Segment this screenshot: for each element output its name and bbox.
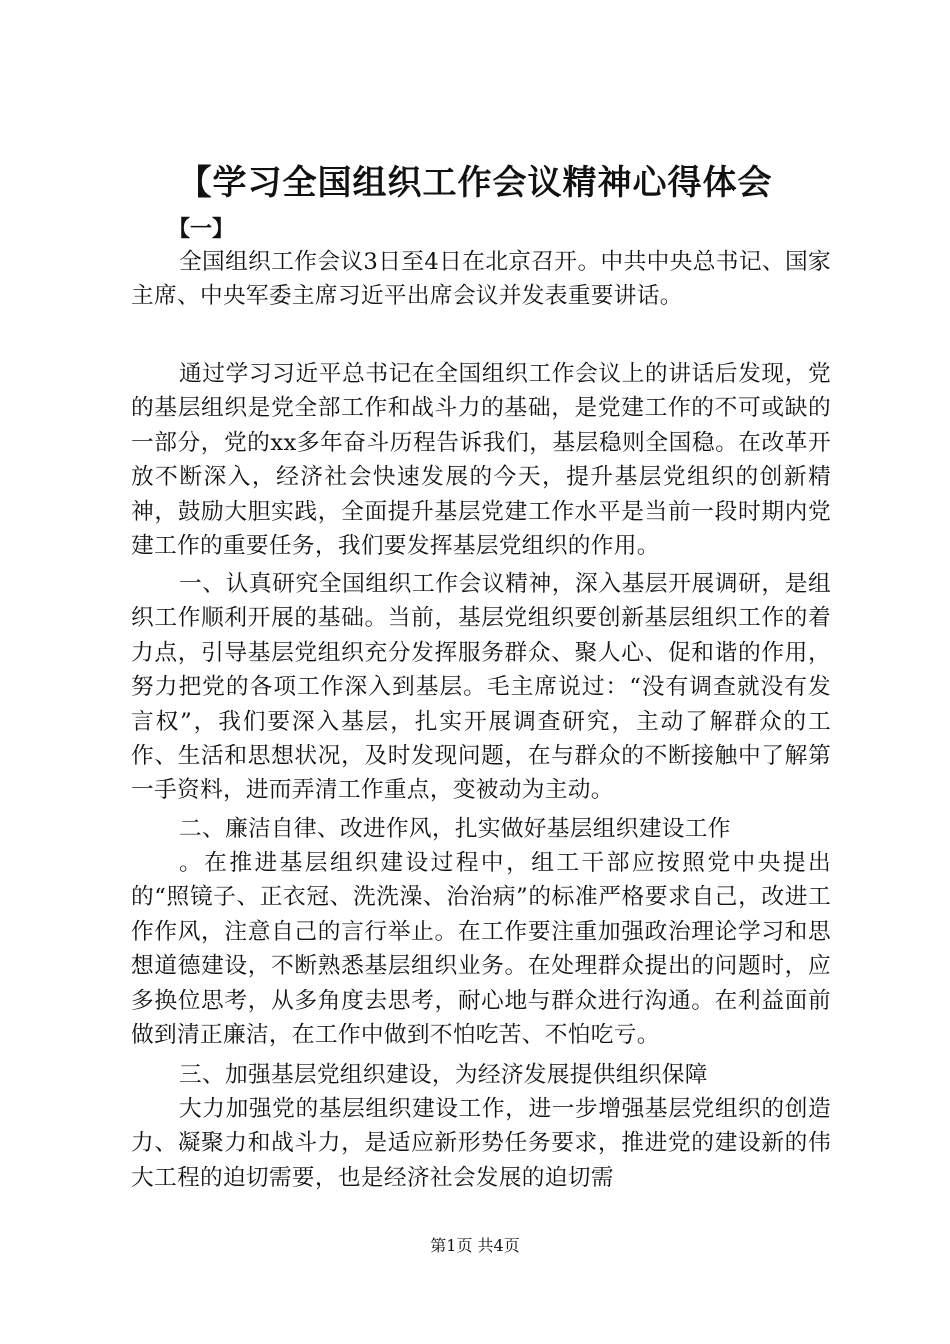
section-heading-2: 二、廉洁自律、改进作风，扎实做好基层组织建设工作 — [179, 816, 731, 842]
paragraph-2: 通过学习习近平总书记在全国组织工作会议上的讲话后发现，党的基层组织是党全部工作和战斗力的基础，是党建工作的不可或缺的一部分，党的xx多年奋斗历程告诉我们，基层稳则全国稳。在改革开放不断深入，经济社会快速发展的今天，提升基层党组织的创新精神，鼓励大胆实践，全面提升基层党建工作水平是当前一段时期内党建工作的重要任务，我们要发挥基层党组织的作用。 — [131, 361, 831, 560]
section-heading-3: 三、加强基层党组织建设，为经济发展提供组织保障 — [179, 1062, 708, 1088]
paragraph-3: 一、认真研究全国组织工作会议精神，深入基层开展调研，是组织工作顺利开展的基础。当前，基层党组织要创新基层组织工作的着力点，引导基层党组织充分发挥服务群众、聚人心、促和谐的作用，努力把党的各项工作深入到基层。毛主席说过：“没有调查就没有发言权”，我们要深入基层，扎实开展调查研究，主动了解群众的工作、生活和思想状况，及时发现问题，在与群众的不断接触中了解第一手资料，进而弄清工作重点，变被动为主动。 — [131, 571, 831, 804]
paragraph-4: 。在推进基层组织建设过程中，组工干部应按照党中央提出的“照镜子、正衣冠、洗洗澡、治治病”的标准严格要求自己，改进工作作风，注意自己的言行举止。在工作要注重加强政治理论学习和思想道德建设，不断熟悉基层组织业务。在处理群众提出的问题时，应多换位思考，从多角度去思考，耐心地与群众进行沟通。在利益面前做到清正廉洁，在工作中做到不怕吃苦、不怕吃亏。 — [131, 850, 831, 1049]
page-footer: 第1页 共4页 — [430, 1236, 520, 1255]
page-title: 【学习全国组织工作会议精神心得体会 — [177, 163, 773, 203]
paragraph-1: 全国组织工作会议3日至4日在北京召开。中共中央总书记、国家主席、中央军委主席习近平出席会议并发表重要讲话。 — [131, 249, 831, 310]
paragraph-5: 大力加强党的基层组织建设工作，进一步增强基层党组织的创造力、凝聚力和战斗力，是适应新形势任务要求，推进党的建设新的伟大工程的迫切需要，也是经济社会发展的迫切需 — [131, 1096, 831, 1191]
section-marker: 【一】 — [168, 217, 235, 242]
